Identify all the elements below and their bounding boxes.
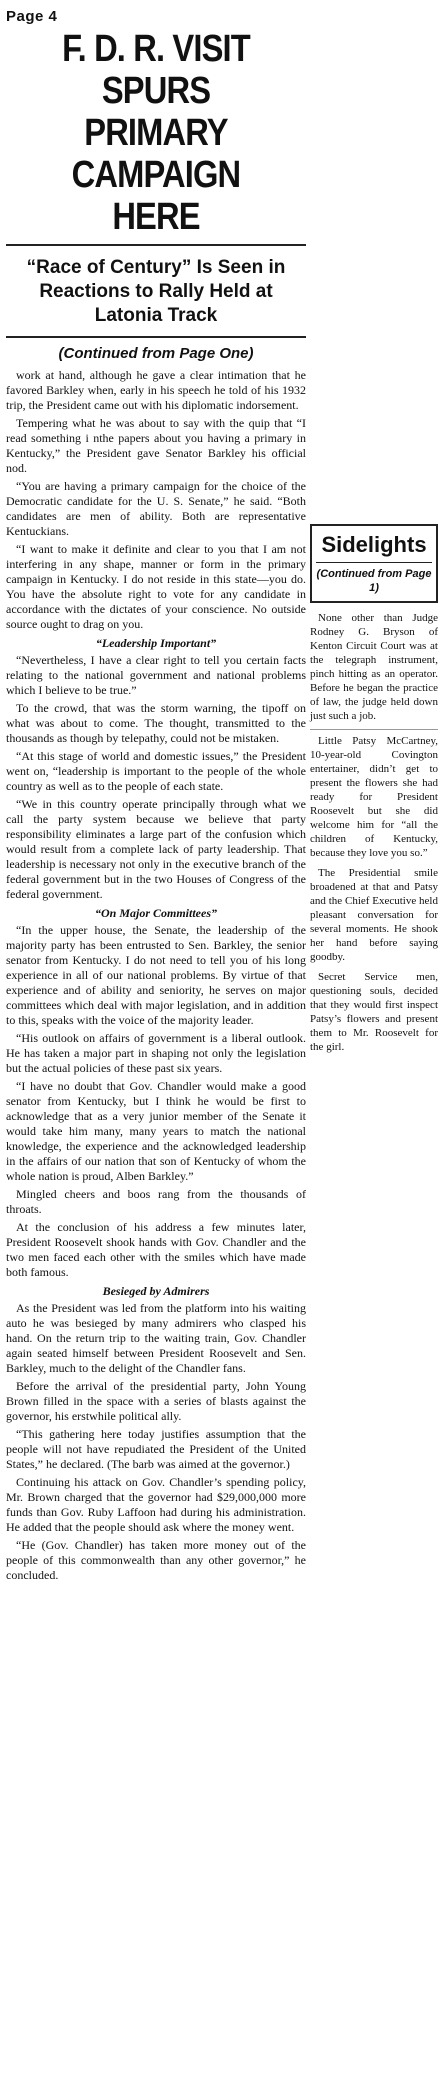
paragraph: “He (Gov. Chandler) has taken more money out of the people of this commonwealth than any other governor,” he concluded.	[6, 1538, 306, 1582]
paragraph: Continuing his attack on Gov. Chandler’s spending policy, Mr. Brown charged that the governor had $29,000,000 more funds than Gov. Ruby Laffoon had during his administration. He added that the people should ask where the money went.	[6, 1475, 306, 1534]
paragraph: Secret Service men, questioning souls, decided that they would first inspect Patsy’s flowers and present them to Mr. Roosevelt for the girl.	[310, 971, 438, 1053]
paragraph: “I want to make it definite and clear to you that I am not interfering in any shape, manner or form in the primary campaign in Kentucky. I do not reside in this state—you do. You have the absolute right to vote for any candidate in accordance with the dictates of your conscience. No outside source ought to drag on you.	[6, 542, 306, 631]
paragraph: Tempering what he was about to say with the quip that “I read something i nthe papers about you having a primary in Kentucky,” the President gave Senator Barkley his official nod.	[6, 416, 306, 475]
paragraph: The Presidential smile broadened at that and Patsy and the Chief Executive held pleasant conversation for several moments. He shook her hand before saying goodby.	[310, 867, 438, 963]
sidelights-header-box	[310, 524, 438, 603]
paragraph: Mingled cheers and boos rang from the thousands of throats.	[6, 1187, 306, 1216]
paragraph: “Nevertheless, I have a clear right to tell you certain facts relating to the national government and national problems which I believe to be true.”	[6, 653, 306, 697]
paragraph: As the President was led from the platform into his waiting auto he was besieged by many admirers who clasped his hand. On the return trip to the waiting train, Gov. Chandler again seated himself between President Roosevelt and Sen. Barkley, much to the delight of the Chandler fans.	[6, 1301, 306, 1375]
article-body	[6, 368, 306, 1583]
paragraph: “In the upper house, the Senate, the leadership of the majority party has been entrusted to Sen. Barkley, the senior senator from Kentucky. I do not need to tell you of his long experience in all of our national problems. By virtue of that experience and of ability and seniority, he serves on major committees which deal with major legislation, and in addition to this, speaks with the voice of the majority leader.	[6, 923, 306, 1027]
sidelights-body	[310, 611, 438, 1054]
paragraph: Before the arrival of the presidential party, John Young Brown filled in the space with a series of blasts against the governor, his erstwhile political ally.	[6, 1379, 306, 1423]
headline	[6, 26, 306, 246]
paragraph: None other than Judge Rodney G. Bryson of Kenton Circuit Court was at the telegraph instrument, pinch hitting as an operator. Before he began the practice of law, the judge held down just such a job.	[310, 612, 438, 722]
main-article-column	[6, 0, 306, 1586]
sidelights-continued: (Continued from Page 1)	[316, 562, 432, 595]
sidelights-title: Sidelights	[321, 532, 427, 557]
paragraph: “This gathering here today justifies assumption that the people will not have repudiated the President of the United States,” he declared. (The barb was aimed at the governor.)	[6, 1427, 306, 1471]
page-number: Page 4	[6, 8, 58, 25]
paragraph: work at hand, although he gave a clear intimation that he favored Barkley when, early in his speech he told of his 1932 trip, the President came out with his diplomatic indorsement.	[6, 368, 306, 412]
paragraph: Little Patsy McCartney, 10-year-old Covington entertainer, didn’t get to present the flowers she had ready for President Roosevelt but she did welcome him for “all the children of Kentucky, because they love you so.”	[310, 735, 438, 859]
headline-line-1: F. D. R. VISIT	[62, 28, 250, 70]
headline-line-2: SPURS PRIMARY	[84, 70, 228, 154]
paragraph: To the crowd, that was the storm warning, the tipoff on what was about to come. The thought, transmitted to the thousands as though by telepathy, could not be mistaken.	[6, 701, 306, 745]
sidelights-column	[310, 0, 438, 1060]
subhead-besieged: Besieged by Admirers	[102, 1284, 210, 1298]
paragraph: “His outlook on affairs of government is a liberal outlook. He has taken a major part in shaping not only the legislation but the actual policies of these past six years.	[6, 1031, 306, 1075]
headline-line-3: CAMPAIGN HERE	[71, 154, 241, 238]
subhead-leadership: “Leadership Important”	[95, 636, 217, 650]
paragraph: “You are having a primary campaign for the choice of the Democratic candidate for the U. S. Senate,” he said. “Both candidates are men of ability. Both are representative Kentuckians.	[6, 479, 306, 538]
subhead-committees: “On Major Committees”	[94, 906, 217, 920]
divider	[310, 729, 438, 730]
continued-line: (Continued from Page One)	[58, 345, 254, 362]
deck-headline: “Race of Century” Is Seen in Reactions to Rally Held at Latonia Track	[6, 246, 306, 338]
paragraph: “At this stage of world and domestic issues,” the President went on, “leadership is important to the people of the whole country as well as to the people of each state.	[6, 749, 306, 793]
paragraph: At the conclusion of his address a few minutes later, President Roosevelt shook hands with Gov. Chandler and the two men faced each other with the smiles which have made both famous.	[6, 1220, 306, 1279]
paragraph: “I have no doubt that Gov. Chandler would make a good senator from Kentucky, but I think he would be first to acknowledge that as a very junior member of the Senate it would take him many, many years to match the national knowledge, the experience and the acknowledged leadership in the affairs of our nation that son of Kentucky of whom the whole nation is proud, Alben Barkley.”	[6, 1079, 306, 1183]
paragraph: “We in this country operate principally through what we call the party system because we believe that party responsibility eliminates a large part of the confusion which would result from a complete lack of party leadership. That leadership is necessary not only in the executive branch of the federal government but in the two Houses of Congress of the federal government.	[6, 797, 306, 901]
